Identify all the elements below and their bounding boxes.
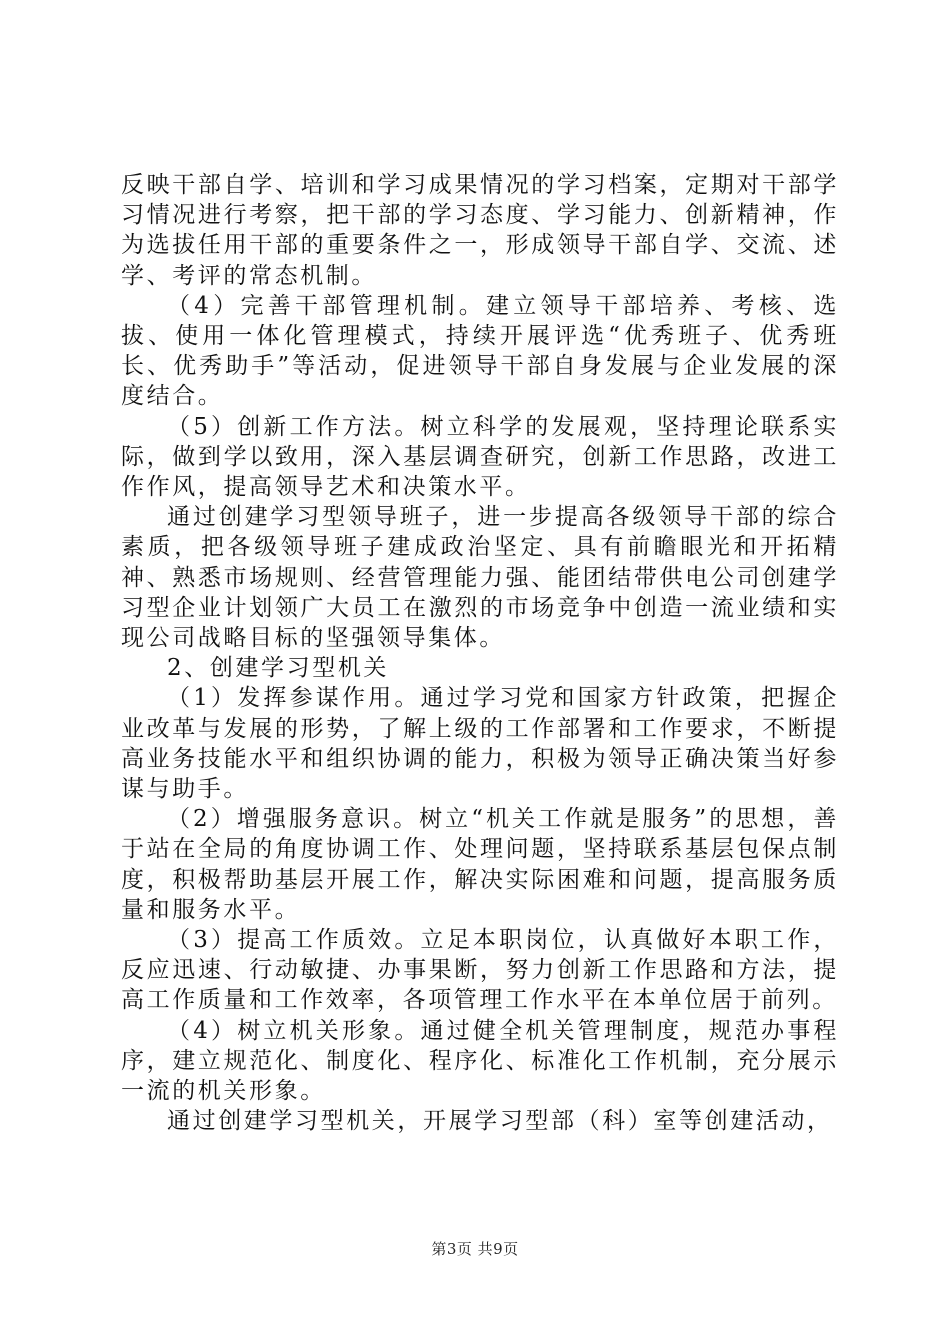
paragraph-summary-organ: 通过创建学习型机关，开展学习型部（科）室等创建活动， [167, 1108, 833, 1135]
paragraph-item-3-work-quality: （3）提高工作质效。立足本职岗位，认真做好本职工作，反应迅速、行动敏捷、办事果断，努力创新工作思路和方法，提高工作质量和工作效率，各项管理工作水平在本单位居于前列。 [121, 927, 839, 1014]
section-heading-learning-organ: 2、创建学习型机关 [167, 655, 390, 682]
document-body [121, 170, 839, 1137]
paragraph-item-4-cadre-management: （4）完善干部管理机制。建立领导干部培养、考核、选拔、使用一体化管理模式，持续开展评选“优秀班子、优秀班长、优秀助手”等活动，促进领导干部自身发展与企业发展的深度结合。 [121, 292, 839, 410]
paragraph-summary-leadership: 通过创建学习型领导班子，进一步提高各级领导干部的综合素质，把各级领导班子建成政治坚定、具有前瞻眼光和开拓精神、熟悉市场规则、经营管理能力强、能团结带供电公司创建学习型企业计划领广大员工在激烈的市场竞争中创造一流业绩和实现公司战略目标的坚强领导集体。 [121, 504, 839, 652]
paragraph-item-4-organ-image: （4）树立机关形象。通过健全机关管理制度，规范办事程序，建立规范化、制度化、程序化、标准化工作机制，充分展示一流的机关形象。 [121, 1017, 839, 1105]
paragraph-item-1-advisory-role: （1）发挥参谋作用。通过学习党和国家方针政策，把握企业改革与发展的形势，了解上级的工作部署和工作要求，不断提高业务技能水平和组织协调的能力，积极为领导正确决策当好参谋与助手。 [121, 685, 839, 803]
paragraph-item-5-work-methods: （5）创新工作方法。树立科学的发展观，坚持理论联系实际，做到学以致用，深入基层调查研究，创新工作思路，改进工作作风，提高领导艺术和决策水平。 [121, 413, 839, 501]
page-number-footer: 第3页 共9页 [431, 1240, 519, 1258]
paragraph-continuation: 反映干部自学、培训和学习成果情况的学习档案，定期对干部学习情况进行考察，把干部的学习态度、学习能力、创新精神，作为选拔任用干部的重要条件之一，形成领导干部自学、交流、述学、考评的常态机制。 [121, 172, 839, 289]
paragraph-item-2-service-awareness: （2）增强服务意识。树立“机关工作就是服务”的思想，善于站在全局的角度协调工作、处理问题，坚持联系基层包保点制度，积极帮助基层开展工作，解决实际困难和问题，提高服务质量和服务水平。 [121, 806, 839, 923]
